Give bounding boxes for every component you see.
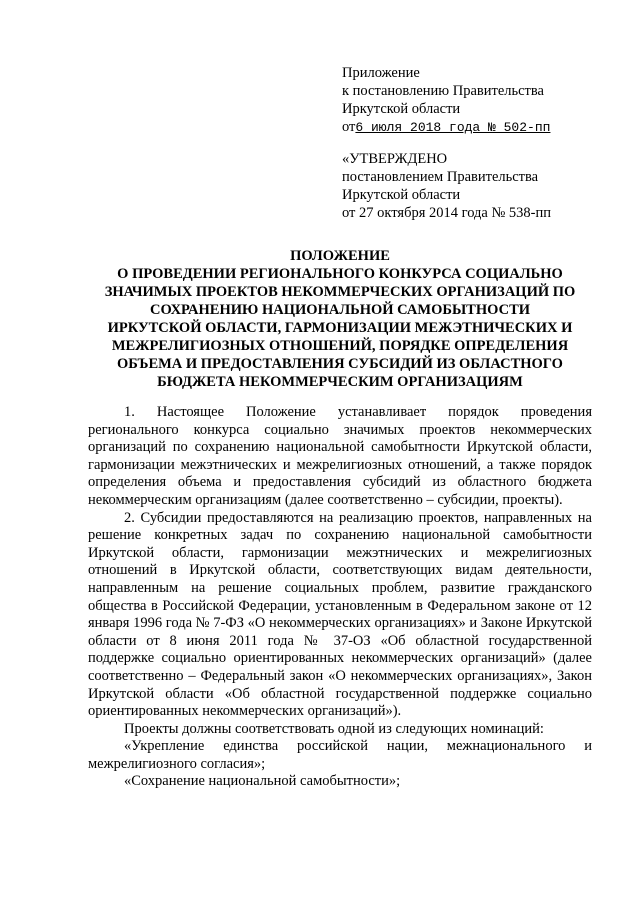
approved-stamp-text <box>342 150 632 222</box>
appendix-line-2: к постановлению Правительства <box>342 83 544 99</box>
title-line: ИРКУТСКОЙ ОБЛАСТИ, ГАРМОНИЗАЦИИ МЕЖЭТНИЧЕСКИХ И <box>107 320 573 336</box>
appendix-header <box>342 64 622 137</box>
title-line: О ПРОВЕДЕНИИ РЕГИОНАЛЬНОГО КОНКУРСА СОЦИАЛЬНО <box>117 266 563 282</box>
approved-line-2: постановлением Правительства <box>342 169 539 185</box>
document-body <box>88 404 592 791</box>
title-line: СОХРАНЕНИЮ НАЦИОНАЛЬНОЙ САМОБЫТНОСТИ <box>149 302 531 318</box>
body-paragraph-1: 1. Настоящее Положение устанавливает порядок проведения регионального конкурса социально значимых проектов некоммерческих организаций по сохранению национальной самобытности Иркутской области, гармонизации межэтнических и межрелигиозных отношений, а также порядок определения объема и предоставления субсидий из областного бюджета некоммерческим организациям (далее соответственно – субсидии, проекты). <box>88 404 592 508</box>
appendix-date-fill: 6 июля 2018 года № 502-пп <box>355 120 551 135</box>
title-line: ПОЛОЖЕНИЕ <box>290 248 390 264</box>
body-paragraph-4: «Укрепление единства российской нации, межнационального и межрелигиозного согласия»; <box>88 738 592 772</box>
body-paragraph-2: 2. Субсидии предоставляются на реализацию проектов, направленных на решение конкретных задач по сохранению национальной самобытности Иркутской области, гармонизации межэтнических и межрелигиозных отношений в Иркутской области, соответствующих видам деятельности, направленным на решение социальных проблем, развитие гражданского общества в Российской Федерации, установленным в Федеральном законе от 12 января 1996 года № 7-ФЗ «О некоммерческих организациях» и Законе Иркутской области от 8 июня 2011 года № 37-ОЗ «Об областной государственной поддержке социально ориентированных некоммерческих организаций» (далее соответственно – Федеральный закон «О некоммерческих организациях», Закон Иркутской области «Об областной государственной поддержке социально ориентированных некоммерческих организаций»). <box>88 509 592 720</box>
approved-line-1: «УТВЕРЖДЕНО <box>342 151 448 167</box>
title-line: БЮДЖЕТА НЕКОММЕРЧЕСКИМ ОРГАНИЗАЦИЯМ <box>157 374 523 390</box>
appendix-date-line <box>342 118 622 137</box>
approved-line-3: Иркутской области <box>342 187 461 203</box>
body-paragraph-3: Проекты должны соответствовать одной из следующих номинаций: <box>124 720 544 737</box>
appendix-line-3: Иркутской области <box>342 101 461 117</box>
body-paragraph-5: «Сохранение национальной самобытности»; <box>124 773 401 790</box>
document-title <box>80 247 600 391</box>
title-line: МЕЖРЕЛИГИОЗНЫХ ОТНОШЕНИЙ, ПОРЯДКЕ ОПРЕДЕЛЕНИЯ <box>111 338 569 354</box>
appendix-line-1: Приложение <box>342 65 420 81</box>
appendix-date-prefix: от <box>342 119 356 135</box>
title-line: ЗНАЧИМЫХ ПРОЕКТОВ НЕКОММЕРЧЕСКИХ ОРГАНИЗАЦИЙ ПО <box>104 284 576 300</box>
approved-line-4: от 27 октября 2014 года № 538-пп <box>342 205 552 221</box>
title-line: ОБЪЕМА И ПРЕДОСТАВЛЕНИЯ СУБСИДИЙ ИЗ ОБЛАСТНОГО <box>117 356 563 372</box>
